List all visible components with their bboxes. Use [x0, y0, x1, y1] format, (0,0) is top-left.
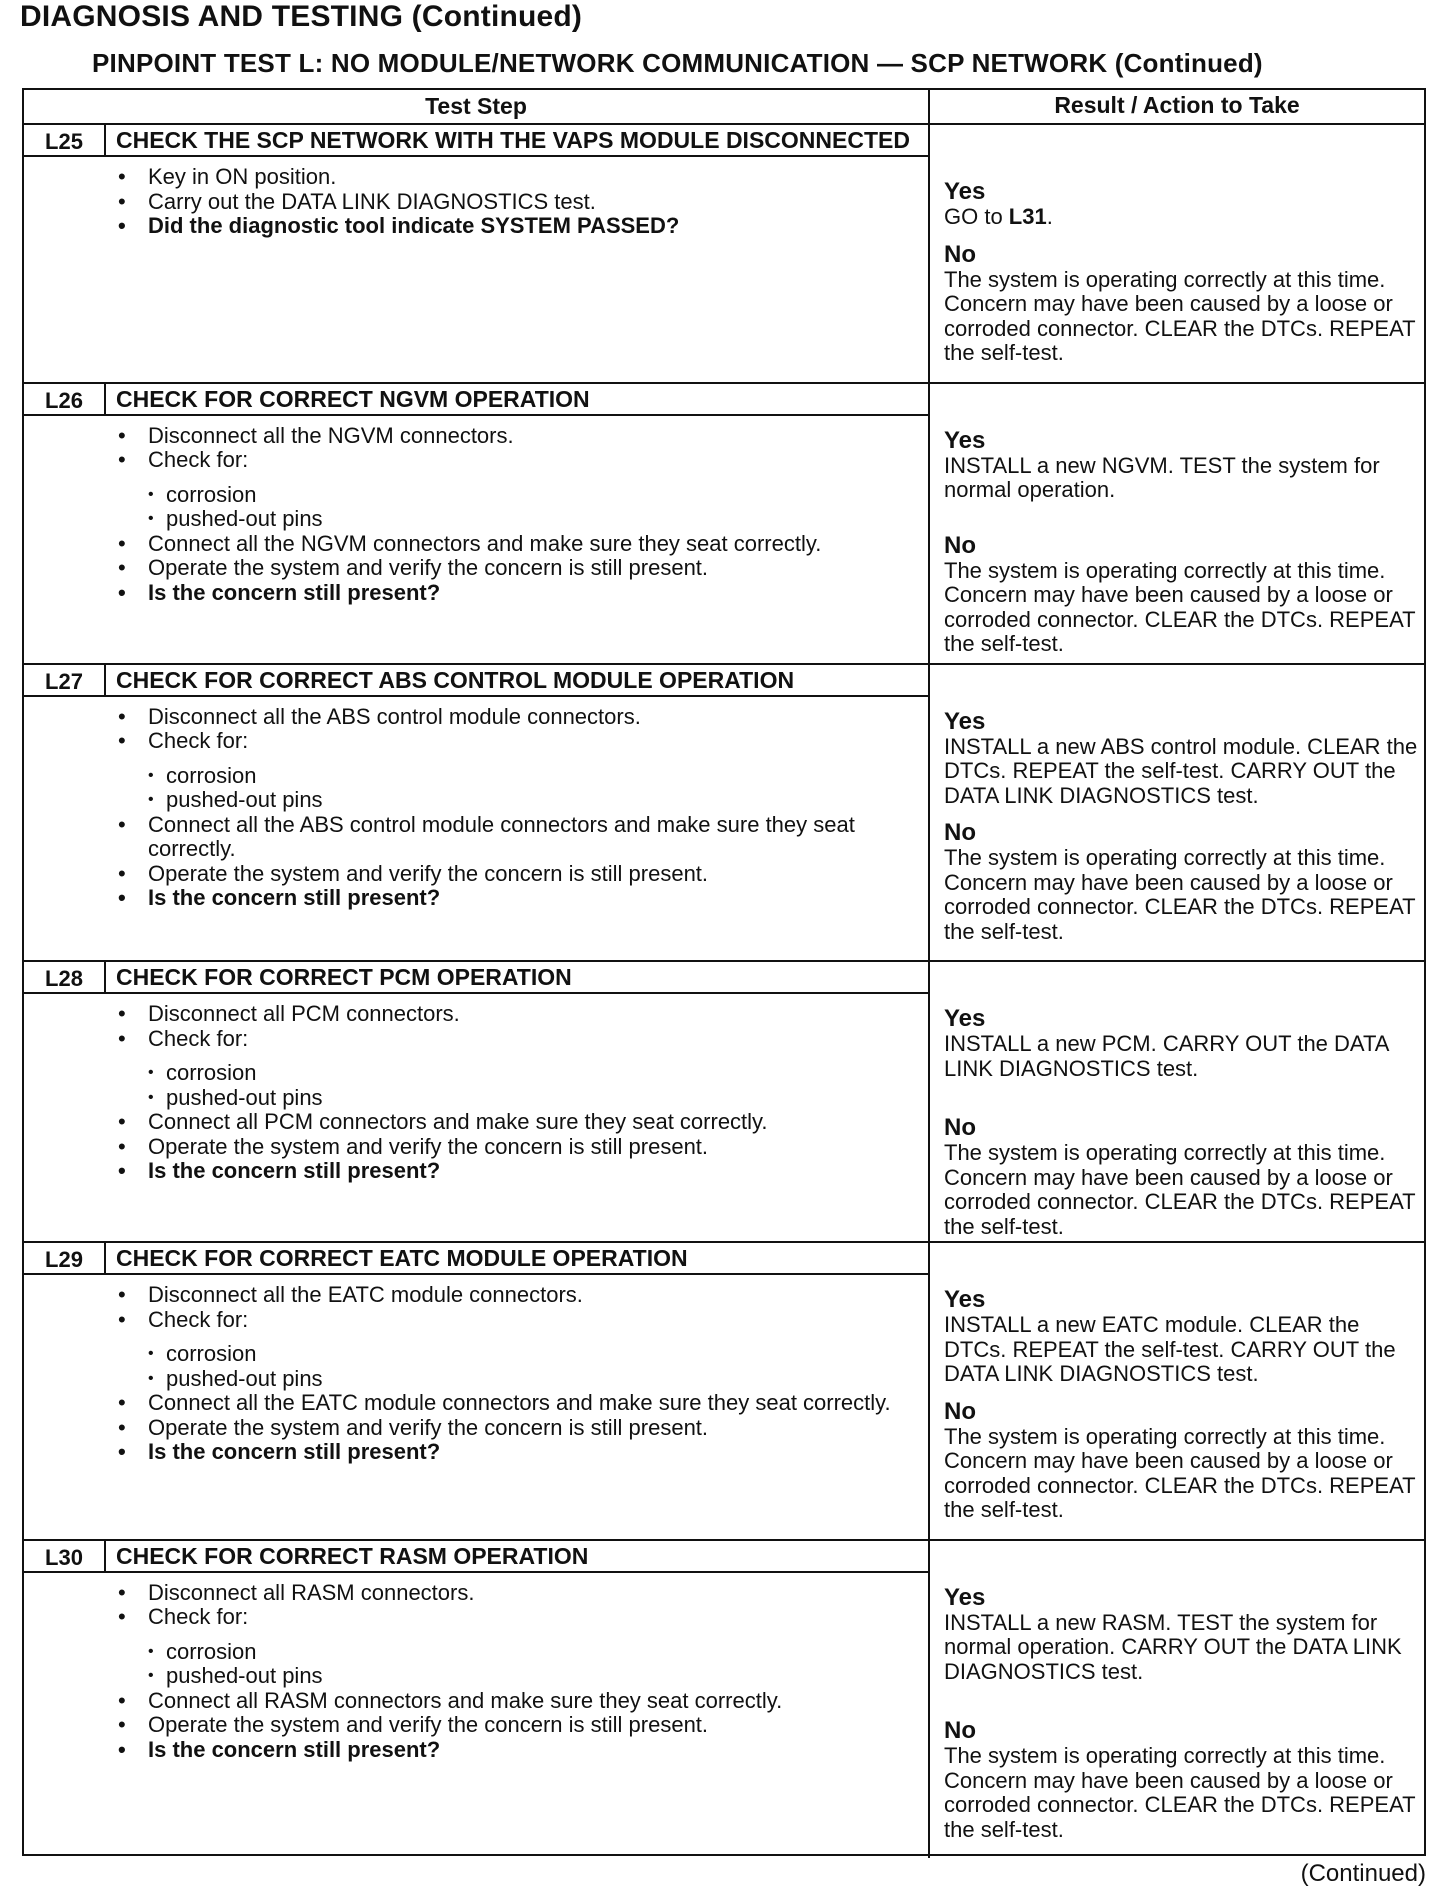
yes-label: Yes	[944, 1583, 986, 1611]
step-id: L28	[24, 962, 106, 992]
step-instructions	[24, 697, 928, 961]
yes-action-link: L31	[1008, 204, 1047, 229]
test-step-row-l28	[24, 962, 1424, 1243]
instruction-question: • Is the concern still present?	[116, 581, 918, 606]
yes-label: Yes	[944, 178, 986, 205]
instruction-item: • Check for:	[116, 729, 918, 754]
step-left-cell	[24, 1541, 930, 1859]
check-item: • corrosion	[148, 1640, 918, 1665]
test-step-row-l26	[24, 384, 1424, 665]
instruction-item: • Carry out the DATA LINK DIAGNOSTICS test.	[116, 190, 918, 215]
check-item: • corrosion	[148, 1342, 918, 1367]
check-item: • pushed-out pins	[148, 1086, 918, 1111]
step-id: L27	[24, 665, 106, 695]
step-heading: CHECK FOR CORRECT ABS CONTROL MODULE OPERATION	[116, 666, 795, 693]
yes-action: INSTALL a new NGVM. TEST the system for normal operation.	[944, 452, 1380, 502]
instruction-item: • Connect all the EATC module connectors and make sure they seat correctly.	[116, 1391, 918, 1416]
yes-action-prefix: GO to	[944, 204, 1009, 229]
instruction-item: • Check for:	[116, 1308, 918, 1333]
step-header	[24, 962, 928, 994]
yes-label: Yes	[944, 426, 986, 454]
pinpoint-test-title: PINPOINT TEST L: NO MODULE/NETWORK COMMUNICATION — SCP NETWORK (Continued)	[92, 48, 1263, 78]
step-header	[24, 665, 928, 697]
check-item: • pushed-out pins	[148, 1367, 918, 1392]
step-instructions	[24, 1275, 928, 1539]
yes-action-suffix: .	[1046, 204, 1053, 229]
pinpoint-test-table	[22, 88, 1426, 1856]
check-item: • pushed-out pins	[148, 507, 918, 532]
test-step-row-l29	[24, 1243, 1424, 1541]
yes-action: INSTALL a new PCM. CARRY OUT the DATA LINK DIAGNOSTICS test.	[944, 1031, 1389, 1081]
instruction-item: • Connect all PCM connectors and make sure they seat correctly.	[116, 1110, 918, 1135]
no-action: The system is operating correctly at this time. Concern may have been caused by a loose or corroded connector. CLEAR the DTCs. REPEAT the self-test.	[944, 266, 1416, 365]
instruction-question: • Is the concern still present?	[116, 1159, 918, 1184]
instruction-question: • Is the concern still present?	[116, 886, 918, 911]
check-list	[116, 1061, 918, 1110]
step-header	[24, 384, 928, 416]
no-action: The system is operating correctly at this time. Concern may have been caused by a loose or corroded connector. CLEAR the DTCs. REPEAT the self-test.	[944, 1743, 1416, 1842]
no-action: The system is operating correctly at this time. Concern may have been caused by a loose or corroded connector. CLEAR the DTCs. REPEAT the self-test.	[944, 1140, 1416, 1239]
page-title: DIAGNOSIS AND TESTING (Continued)	[20, 0, 583, 33]
yes-action: INSTALL a new RASM. TEST the system for normal operation. CARRY OUT the DATA LINK DIAGNOSTICS test.	[944, 1609, 1402, 1684]
no-label: No	[944, 531, 976, 559]
test-step-row-l30	[24, 1541, 1424, 1859]
step-left-cell	[24, 665, 930, 961]
step-instructions	[24, 994, 928, 1241]
no-label: No	[944, 819, 976, 846]
step-instructions	[24, 416, 928, 663]
check-list	[116, 1640, 918, 1689]
header-result-action: Result / Action to Take	[1054, 92, 1300, 118]
step-heading: CHECK FOR CORRECT EATC MODULE OPERATION	[116, 1245, 688, 1271]
instruction-item: • Key in ON position.	[116, 165, 918, 190]
check-list	[116, 483, 918, 532]
check-item: • corrosion	[148, 1061, 918, 1086]
step-left-cell	[24, 1243, 930, 1539]
table-header	[24, 90, 1424, 125]
check-list	[116, 764, 918, 813]
continued-label: (Continued)	[1300, 1860, 1426, 1887]
yes-action: INSTALL a new EATC module. CLEAR the DTCs. REPEAT the self-test. CARRY OUT the DATA LINK DIAGNOSTICS test.	[944, 1312, 1396, 1386]
instruction-item: • Disconnect all the EATC module connectors.	[116, 1283, 918, 1308]
instruction-item: • Check for:	[116, 1027, 918, 1052]
header-test-step: Test Step	[24, 90, 930, 123]
instruction-question: • Did the diagnostic tool indicate SYSTEM PASSED?	[116, 214, 918, 239]
check-list	[116, 1342, 918, 1391]
yes-label: Yes	[944, 1286, 986, 1313]
instruction-item: • Operate the system and verify the concern is still present.	[116, 556, 918, 581]
instruction-item: • Check for:	[116, 1605, 918, 1630]
step-result-cell	[930, 665, 1424, 961]
step-result-cell	[930, 125, 1424, 382]
instruction-item: • Connect all RASM connectors and make sure they seat correctly.	[116, 1689, 918, 1714]
yes-action: INSTALL a new ABS control module. CLEAR the DTCs. REPEAT the self-test. CARRY OUT the DATA LINK DIAGNOSTICS test.	[944, 733, 1418, 808]
step-left-cell	[24, 125, 930, 382]
step-id: L26	[24, 384, 106, 414]
instruction-item: • Operate the system and verify the concern is still present.	[116, 862, 918, 887]
instruction-item: • Check for:	[116, 448, 918, 473]
step-header	[24, 1541, 928, 1573]
instruction-item: • Connect all the ABS control module connectors and make sure they seat correctly.	[116, 813, 918, 862]
yes-action	[944, 205, 1418, 230]
step-heading: CHECK THE SCP NETWORK WITH THE VAPS MODULE DISCONNECTED	[116, 127, 910, 153]
step-heading: CHECK FOR CORRECT NGVM OPERATION	[116, 385, 590, 412]
step-result-cell	[930, 384, 1424, 663]
step-instructions	[24, 1573, 928, 1859]
instruction-item: • Disconnect all the NGVM connectors.	[116, 424, 918, 449]
instruction-item: • Connect all the NGVM connectors and make sure they seat correctly.	[116, 532, 918, 557]
instruction-item: • Disconnect all PCM connectors.	[116, 1002, 918, 1027]
instruction-item: • Operate the system and verify the concern is still present.	[116, 1416, 918, 1441]
step-result-cell	[930, 1243, 1424, 1539]
instruction-question: • Is the concern still present?	[116, 1738, 918, 1763]
step-id: L30	[24, 1541, 106, 1571]
instruction-item: • Operate the system and verify the concern is still present.	[116, 1713, 918, 1738]
no-label: No	[944, 1717, 976, 1744]
yes-label: Yes	[944, 1005, 986, 1032]
check-item: • pushed-out pins	[148, 1664, 918, 1689]
instruction-item: • Operate the system and verify the concern is still present.	[116, 1135, 918, 1160]
step-left-cell	[24, 384, 930, 663]
step-header	[24, 1243, 928, 1275]
test-step-row-l25	[24, 125, 1424, 384]
check-item: • corrosion	[148, 764, 918, 789]
step-id: L29	[24, 1243, 106, 1273]
step-heading: CHECK FOR CORRECT RASM OPERATION	[116, 1542, 589, 1569]
step-instructions	[24, 157, 928, 382]
step-result-cell	[930, 962, 1424, 1241]
check-item: • corrosion	[148, 483, 918, 508]
instruction-question: • Is the concern still present?	[116, 1440, 918, 1465]
yes-label: Yes	[944, 707, 986, 735]
step-id: L25	[24, 125, 106, 155]
instruction-item: • Disconnect all the ABS control module connectors.	[116, 705, 918, 730]
step-header	[24, 125, 928, 157]
no-label: No	[944, 1397, 976, 1425]
no-action: The system is operating correctly at this time. Concern may have been caused by a loose or corroded connector. CLEAR the DTCs. REPEAT the self-test.	[944, 557, 1416, 656]
step-result-cell	[930, 1541, 1424, 1859]
no-label: No	[944, 1114, 976, 1141]
instruction-item: • Disconnect all RASM connectors.	[116, 1581, 918, 1606]
no-action: The system is operating correctly at this time. Concern may have been caused by a loose or corroded connector. CLEAR the DTCs. REPEAT the self-test.	[944, 1423, 1416, 1522]
test-step-row-l27	[24, 665, 1424, 963]
check-item: • pushed-out pins	[148, 788, 918, 813]
step-left-cell	[24, 962, 930, 1241]
step-heading: CHECK FOR CORRECT PCM OPERATION	[116, 964, 572, 990]
no-label: No	[944, 240, 976, 268]
no-action: The system is operating correctly at this time. Concern may have been caused by a loose or corroded connector. CLEAR the DTCs. REPEAT the self-test.	[944, 845, 1416, 944]
